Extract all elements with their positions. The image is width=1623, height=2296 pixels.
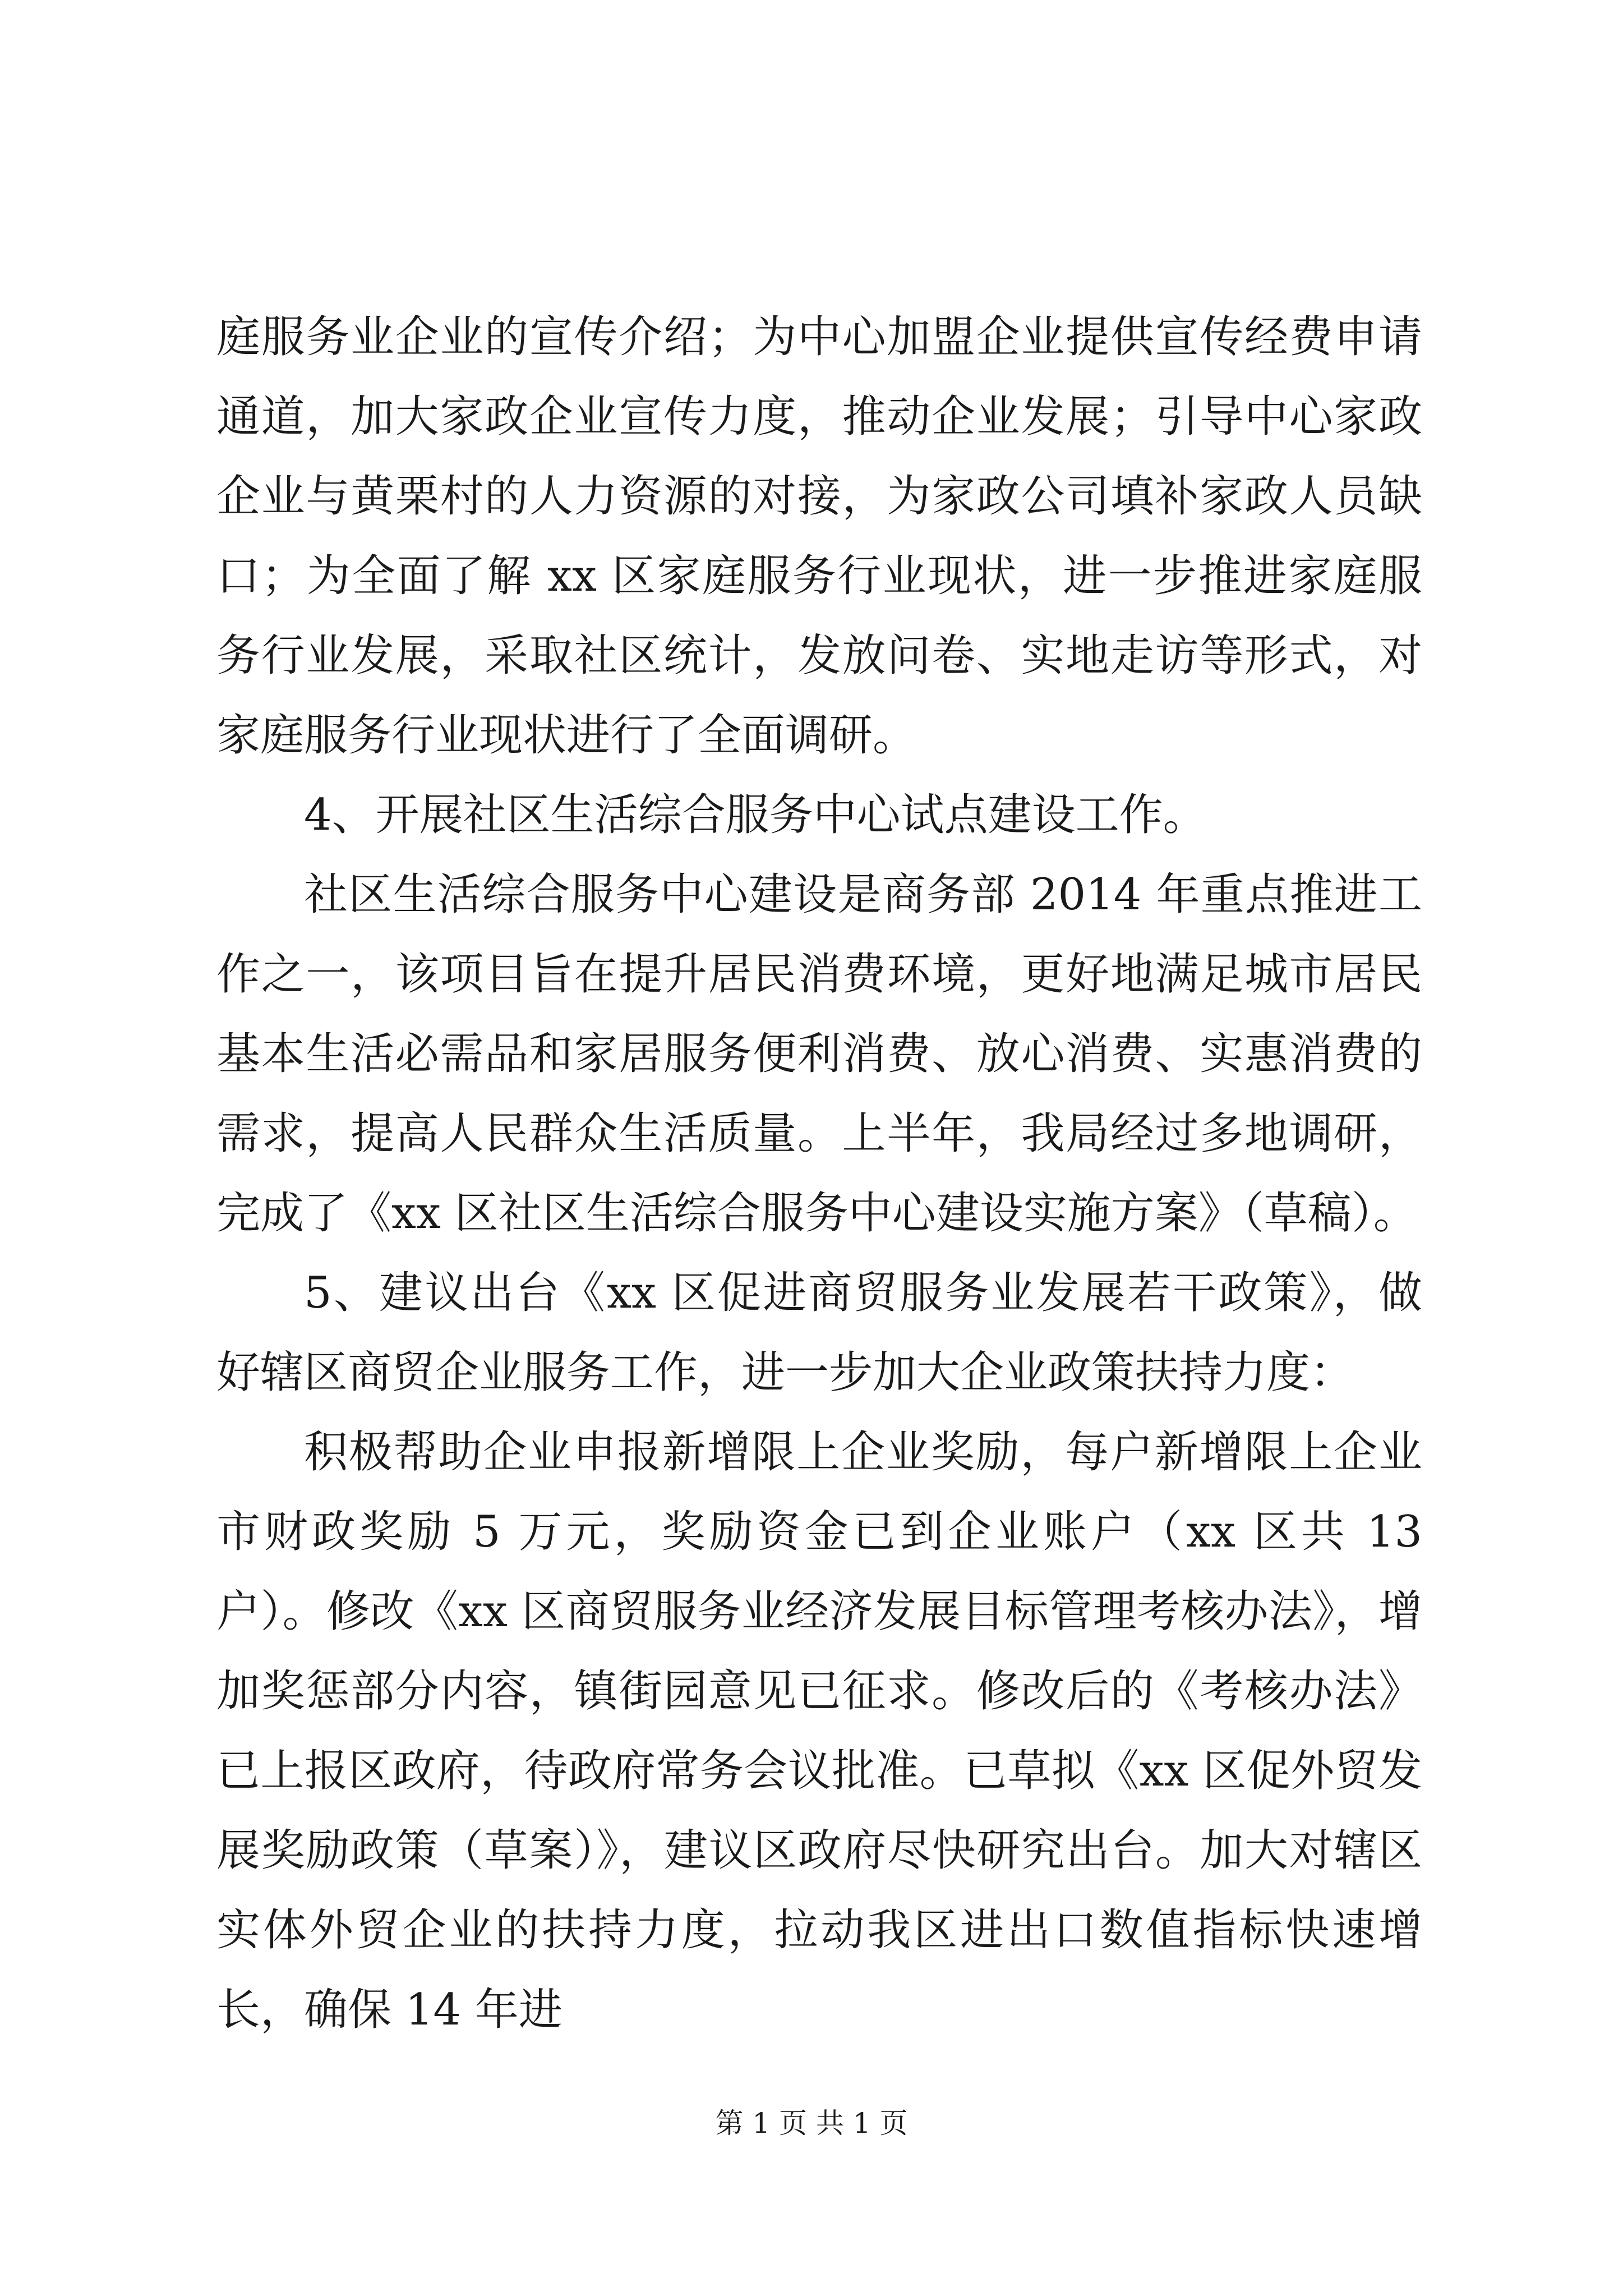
paragraph-continuation: 庭服务业企业的宣传介绍；为中心加盟企业提供宣传经费申请通道，加大家政企业宣传力度，推动企业发展；引导中心家政企业与黄栗村的人力资源的对接，为家政公司填补家政人员缺口；为全面了解 xx 区家庭服务行业现状，进一步推进家庭服务行业发展，采取社区统计，发放问卷、实地走访等形式，对家庭服务行业现状进行了全面调研。 [216, 312, 1422, 761]
paragraph-enterprise-support: 积极帮助企业申报新增限上企业奖励，每户新增限上企业市财政奖励 5 万元，奖励资金已到企业账户（xx 区共 13 户）。修改《xx 区商贸服务业经济发展目标管理考核办法》，增加奖惩部分内容，镇街园意见已征求。修改后的《考核办法》已上报区政府，待政府常务会议批准。已草拟《xx 区促外贸发展奖励政策（草案）》，建议区政府尽快研究出台。加大对辖区实体外贸企业的扶持力度，拉动我区进出口数值指标快速增长，确保 14 年进 [216, 1427, 1422, 2035]
paragraph-item-4-heading: 4、开展社区生活综合服务中心试点建设工作。 [304, 790, 1207, 840]
page-footer [0, 2101, 1623, 2141]
paragraph-community-service-center: 社区生活综合服务中心建设是商务部 2014 年重点推进工作之一，该项目旨在提升居民消费环境，更好地满足城市居民基本生活必需品和家居服务便利消费、放心消费、实惠消费的需求，提高人民群众生活质量。上半年，我局经过多地调研，完成了《xx 区社区生活综合服务中心建设实施方案》（草稿）。 [216, 869, 1422, 1239]
document-body [216, 297, 1422, 2050]
page-number-label: 第 1 页 共 1 页 [715, 2107, 908, 2139]
paragraph-item-5-heading: 5、建议出台《xx 区促进商贸服务业发展若干政策》，做好辖区商贸企业服务工作，进一步加大企业政策扶持力度： [216, 1268, 1422, 1398]
